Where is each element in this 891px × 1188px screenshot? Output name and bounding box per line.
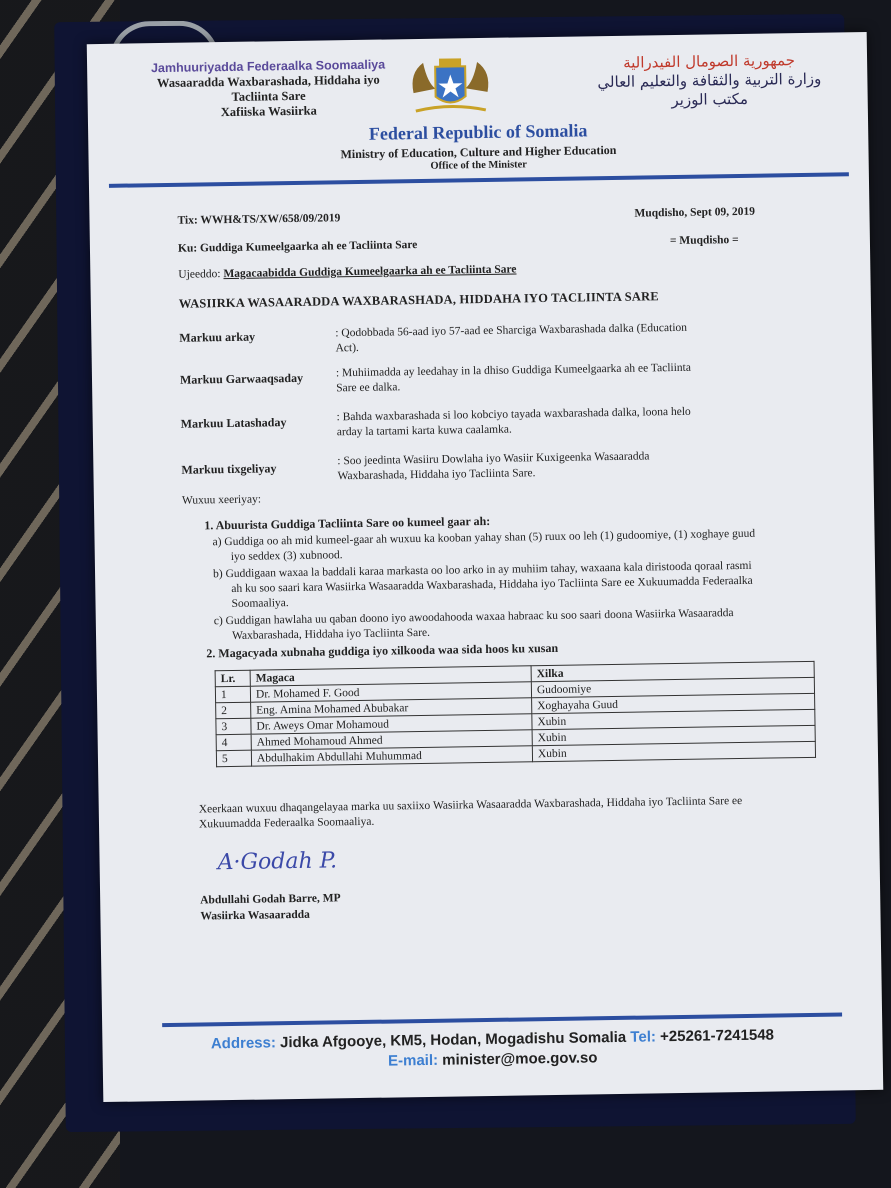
tel-label: Tel: (630, 1028, 661, 1046)
address-text: Jidka Afgooye, KM5, Hodan, Mogadishu Somalia (279, 1028, 631, 1052)
point-1-item: a) Guddiga oo ah mid kumeel-gaar ah wuxuu ka kooban yahay shan (5) ruux oo leh (1) gudoomiye, (1) xoghayе guud iyo seddex (3) xubnood. (212, 527, 756, 563)
table-cell: 3 (216, 718, 251, 735)
table-cell: Ahmed Mohamoud Ahmed (251, 730, 532, 750)
members-table (215, 661, 816, 767)
email-address: minister@moe.gov.so (442, 1049, 598, 1069)
table-cell: 2 (216, 702, 251, 719)
table-header-cell: Lr. (215, 670, 250, 687)
subject-label: Ujeeddo: (178, 268, 224, 281)
table-cell: Gudoomiye (531, 677, 814, 697)
header-left-line3: Tacliinta Sare (231, 88, 306, 104)
clause-text: : Qodobbada 56-aad iyo 57-aad ee Sharciga Waxbarashada dalka (Education Act). (335, 321, 688, 355)
subject-text: Magacaabidda Guddiga Kumeelgaarka ah ee Tacliinta Sare (223, 263, 517, 281)
header-right-line1: جمهورية الصومال الفيدرالية (623, 51, 796, 72)
table-header-cell: Xilka (531, 661, 814, 681)
header-left-line4: Xafiiska Wasiirka (220, 103, 317, 120)
table-cell: 4 (216, 734, 251, 751)
recipient-city: = Muqdisho = (669, 233, 739, 248)
header-left-line1: Jamhuuriyadda Federaalka Soomaaliya (150, 57, 386, 76)
minister-heading: WASIIRKA WASAARADDA WAXBARASHADA, HIDDAHA IYO TACLIINTA SARE (178, 289, 659, 311)
header-right-arabic (579, 50, 840, 111)
clause-label: Markuu tixgeliyay (181, 461, 277, 477)
address-label: Address: (210, 1034, 281, 1053)
signatory-name: Abdullahi Godah Barre, MP (200, 892, 341, 907)
footer (102, 1024, 883, 1076)
letter-page (87, 32, 884, 1102)
recipient: Ku: Guddiga Kumeelgaarka ah ee Tacliinta Sare (177, 239, 418, 255)
table-cell: Xubin (532, 709, 815, 729)
table-cell: Xubin (532, 741, 815, 761)
coat-of-arms-emblem (405, 52, 496, 123)
table-cell: Dr. Mohamed F. Good (250, 682, 531, 702)
table-header-cell: Magaca (250, 666, 531, 686)
table-cell: 5 (216, 750, 251, 767)
header-right-line2: وزارة التربية والثقافة والتعليم العالي (597, 69, 822, 92)
subject-line (178, 263, 516, 280)
point-2-title: 2. Magacyada xubnaha guddiga iyo xilkooda waa sida hoos ku xusan (206, 640, 559, 661)
tel-number: +25261-7241548 (659, 1026, 775, 1046)
table-cell: Abdulhakim Abdullahi Muhummad (251, 746, 532, 766)
table-cell: 1 (215, 686, 250, 703)
header-title: Federal Republic of Somalia (368, 120, 588, 144)
header-left-somali (123, 57, 414, 122)
handwritten-signature: A·Godah P. (217, 848, 338, 876)
email-label: E-mail: (387, 1051, 443, 1070)
header-center (88, 116, 869, 177)
reference-number: Tix: WWH&TS/XW/658/09/2019 (177, 212, 341, 227)
footer-rule (162, 1012, 842, 1027)
point-1-title: 1. Abuurista Guddiga Tacliinta Sare oo kumeel gaar ah: (204, 513, 491, 533)
clause-label: Markuu Garwaaqsaday (179, 370, 304, 387)
table-cell: Xubin (532, 725, 815, 745)
clause-text: : Muhiimadda ay leedahay in la dhiso Guddiga Kumeelgaarka ah ee Tacliinta Sare ee dalka. (335, 361, 692, 395)
letter-date: Muqdisho, Sept 09, 2019 (634, 205, 756, 220)
signatory-title: Wasiirka Wasaaradda (200, 908, 310, 923)
clause-label: Markuu Latashaday (180, 415, 287, 431)
header-office: Office of the Minister (430, 159, 528, 172)
clause-text: : Bahda waxbarashada si loo kobciyo tayada waxbarashada dalka, loona helo arday la tartami karta kuwa caalamka. (336, 405, 691, 439)
table-cell: Eng. Amina Mohamed Abubakar (251, 698, 532, 718)
header-right-line3: مكتب الوزير (671, 89, 749, 110)
point-1-item: b) Guddigaan waxaa la baddali karaa markasta oo loo arko in ay muhiim tahay, waxaana kala diristooda qoraal rasmi ah ku soo saari kara Wasiirka Wasaaradda Waxbarashada, Hiddaha iyo Tacliinta Sare ee Xukuumadda Federaalka Soomaaliya. (212, 559, 753, 610)
point-1 (204, 510, 766, 647)
table-cell: Dr. Aweys Omar Mohamoud (251, 714, 532, 734)
closing-paragraph: Xeerkaan wuxuu dhaqangelayaa marka uu saxiixo Wasiirka Wasaaradda Waxbarashada, Hiddaha iyo Tacliinta Sare ee Xukuumadda Federaalka Soomaaliya. (198, 794, 743, 831)
decree-intro: Wuxuu xeeriyay: (181, 493, 262, 507)
header-ministry: Ministry of Education, Culture and Higher Education (340, 142, 617, 162)
clause-label: Markuu arkay (179, 329, 256, 345)
clause-text: : Soo jeedinta Wasiiru Dowlaha iyo Wasiir Kuxigeenka Wasaaradda Waxbarashada, Hiddaha iyo Tacliinta Sare. (337, 450, 650, 483)
header-left-line2: Wasaaradda Waxbarashada, Hiddaha iyo (156, 72, 380, 91)
table-cell: Xoghayaha Guud (532, 693, 815, 713)
point-1-item: c) Guddigan hawlaha uu qaban doono iyo awoodahooda waxaa habraac ku soo saari doona Wasiirka Wasaaradda Waxbarashada, Hiddaha iyo Tacliinta Sare. (213, 607, 734, 642)
